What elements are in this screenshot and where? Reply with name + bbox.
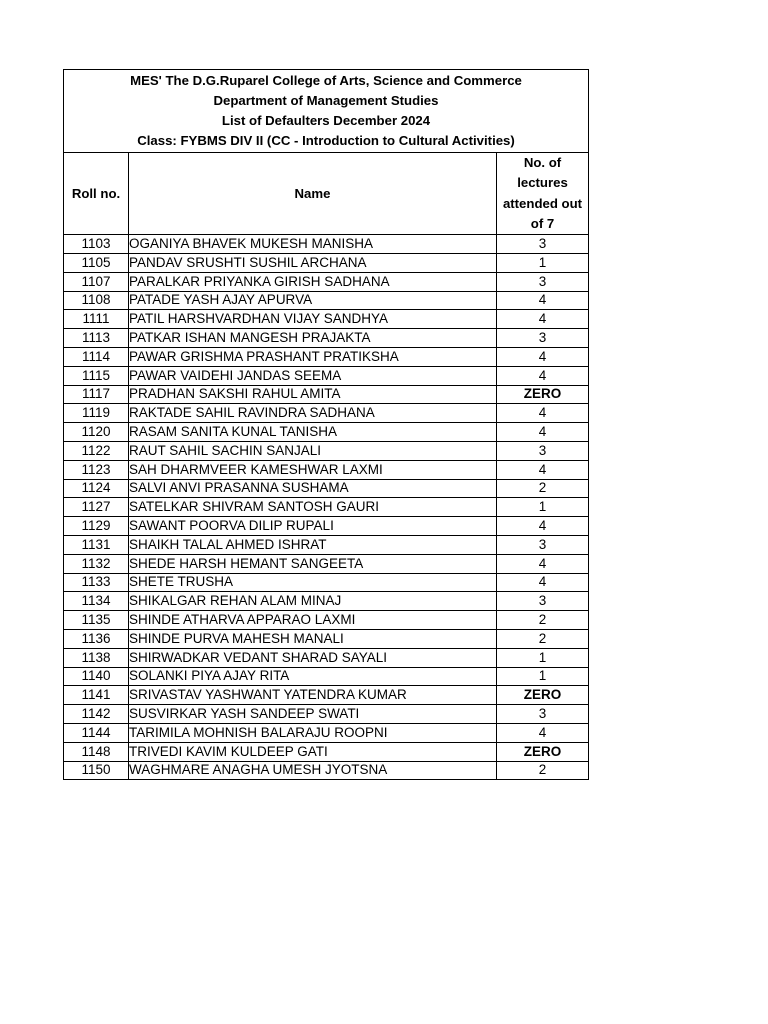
student-name-cell: SHINDE PURVA MAHESH MANALI <box>129 629 497 648</box>
student-name-cell: SAWANT POORVA DILIP RUPALI <box>129 517 497 536</box>
defaulters-table <box>63 69 589 780</box>
roll-number-cell: 1122 <box>64 441 129 460</box>
lectures-attended-cell: 4 <box>497 404 589 423</box>
lectures-attended-cell: 1 <box>497 498 589 517</box>
roll-number-cell: 1107 <box>64 272 129 291</box>
roll-number-cell: 1113 <box>64 329 129 348</box>
lectures-attended-cell: 4 <box>497 291 589 310</box>
student-name-cell: SHETE TRUSHA <box>129 573 497 592</box>
student-name-cell: PATIL HARSHVARDHAN VIJAY SANDHYA <box>129 310 497 329</box>
title-row <box>64 70 589 153</box>
roll-column-header: Roll no. <box>64 153 129 235</box>
lectures-attended-cell: 3 <box>497 592 589 611</box>
student-name-cell: RAKTADE SAHIL RAVINDRA SADHANA <box>129 404 497 423</box>
student-name-cell: PARALKAR PRIYANKA GIRISH SADHANA <box>129 272 497 291</box>
student-name-cell: RAUT SAHIL SACHIN SANJALI <box>129 441 497 460</box>
student-name-cell: RASAM SANITA KUNAL TANISHA <box>129 423 497 442</box>
lectures-attended-cell: 1 <box>497 253 589 272</box>
student-name-cell: SAH DHARMVEER KAMESHWAR LAXMI <box>129 460 497 479</box>
college-name: MES' The D.G.Ruparel College of Arts, Science and Commerce <box>130 72 522 88</box>
class-info: Class: FYBMS DIV II (CC - Introduction to Cultural Activities) <box>137 133 515 149</box>
student-name-cell: SHEDE HARSH HEMANT SANGEETA <box>129 554 497 573</box>
student-name-cell: TARIMILA MOHNISH BALARAJU ROOPNI <box>129 723 497 742</box>
roll-number-cell: 1144 <box>64 723 129 742</box>
lectures-attended-cell: 3 <box>497 329 589 348</box>
roll-number-cell: 1119 <box>64 404 129 423</box>
roll-number-cell: 1141 <box>64 686 129 705</box>
roll-number-cell: 1127 <box>64 498 129 517</box>
list-title: List of Defaulters December 2024 <box>221 113 431 128</box>
lectures-attended-cell: 1 <box>497 648 589 667</box>
table-row <box>64 253 589 272</box>
student-name-cell: SUSVIRKAR YASH SANDEEP SWATI <box>129 705 497 724</box>
roll-number-cell: 1132 <box>64 554 129 573</box>
lectures-attended-cell: 4 <box>497 310 589 329</box>
table-row <box>64 291 589 310</box>
lectures-attended-cell: 3 <box>497 705 589 724</box>
lectures-attended-cell: 1 <box>497 667 589 686</box>
roll-number-cell: 1131 <box>64 535 129 554</box>
table-row <box>64 517 589 536</box>
roll-number-cell: 1114 <box>64 347 129 366</box>
table-row <box>64 629 589 648</box>
document-title-block <box>64 70 589 153</box>
student-name-cell: SHIRWADKAR VEDANT SHARAD SAYALI <box>129 648 497 667</box>
lectures-attended-cell: 3 <box>497 535 589 554</box>
student-name-cell: SHIKALGAR REHAN ALAM MINAJ <box>129 592 497 611</box>
student-name-cell: PAWAR GRISHMA PRASHANT PRATIKSHA <box>129 347 497 366</box>
lectures-attended-cell: 2 <box>497 629 589 648</box>
lectures-header-line: No. of <box>523 155 562 170</box>
roll-number-cell: 1120 <box>64 423 129 442</box>
lectures-attended-cell: 4 <box>497 366 589 385</box>
student-name-cell: SRIVASTAV YASHWANT YATENDRA KUMAR <box>129 686 497 705</box>
lectures-attended-cell: 4 <box>497 347 589 366</box>
student-name-cell: SATELKAR SHIVRAM SANTOSH GAURI <box>129 498 497 517</box>
table-row <box>64 404 589 423</box>
table-row <box>64 648 589 667</box>
roll-number-cell: 1133 <box>64 573 129 592</box>
lectures-attended-cell: 4 <box>497 517 589 536</box>
lectures-attended-cell: 2 <box>497 611 589 630</box>
lectures-attended-cell: 4 <box>497 554 589 573</box>
column-header-row <box>64 153 589 235</box>
table-row <box>64 592 589 611</box>
student-name-cell: PRADHAN SAKSHI RAHUL AMITA <box>129 385 497 404</box>
table-row <box>64 441 589 460</box>
roll-number-cell: 1138 <box>64 648 129 667</box>
lectures-attended-cell: 4 <box>497 423 589 442</box>
table-row <box>64 329 589 348</box>
student-name-cell: SHAIKH TALAL AHMED ISHRAT <box>129 535 497 554</box>
student-name-cell: SOLANKI PIYA AJAY RITA <box>129 667 497 686</box>
lectures-attended-cell: ZERO <box>497 686 589 705</box>
roll-number-cell: 1129 <box>64 517 129 536</box>
student-name-cell: SHINDE ATHARVA APPARAO LAXMI <box>129 611 497 630</box>
lectures-header-line: attended out <box>502 195 583 211</box>
lectures-attended-cell: 3 <box>497 441 589 460</box>
student-name-cell: PATADE YASH AJAY APURVA <box>129 291 497 310</box>
roll-number-cell: 1111 <box>64 310 129 329</box>
table-row <box>64 385 589 404</box>
table-row <box>64 535 589 554</box>
roll-number-cell: 1135 <box>64 611 129 630</box>
lectures-attended-cell: 4 <box>497 573 589 592</box>
student-name-cell: SALVI ANVI PRASANNA SUSHAMA <box>129 479 497 498</box>
lectures-attended-cell: 2 <box>497 761 589 780</box>
student-name-cell: PATKAR ISHAN MANGESH PRAJAKTA <box>129 329 497 348</box>
table-row <box>64 460 589 479</box>
student-name-cell: PAWAR VAIDEHI JANDAS SEEMA <box>129 366 497 385</box>
roll-number-cell: 1150 <box>64 761 129 780</box>
roll-number-cell: 1134 <box>64 592 129 611</box>
department-name: Department of Management Studies <box>213 92 439 108</box>
roll-number-cell: 1136 <box>64 629 129 648</box>
lectures-attended-cell: 3 <box>497 272 589 291</box>
table-row <box>64 347 589 366</box>
roll-number-cell: 1142 <box>64 705 129 724</box>
lectures-attended-cell: ZERO <box>497 385 589 404</box>
table-row <box>64 742 589 761</box>
table-row <box>64 366 589 385</box>
roll-number-cell: 1108 <box>64 291 129 310</box>
table-row <box>64 667 589 686</box>
table-row <box>64 573 589 592</box>
lectures-attended-cell: 4 <box>497 723 589 742</box>
lectures-header-line: lectures <box>517 175 568 191</box>
lectures-header-line: of 7 <box>530 215 555 231</box>
roll-number-cell: 1123 <box>64 460 129 479</box>
lectures-column-header <box>497 153 589 235</box>
table-row <box>64 761 589 780</box>
table-row <box>64 235 589 254</box>
table-row <box>64 554 589 573</box>
table-row <box>64 272 589 291</box>
table-row <box>64 498 589 517</box>
table-row <box>64 705 589 724</box>
roll-number-cell: 1117 <box>64 385 129 404</box>
table-row <box>64 686 589 705</box>
lectures-attended-cell: ZERO <box>497 742 589 761</box>
table-row <box>64 310 589 329</box>
roll-number-cell: 1124 <box>64 479 129 498</box>
roll-number-cell: 1103 <box>64 235 129 254</box>
student-name-cell: WAGHMARE ANAGHA UMESH JYOTSNA <box>129 761 497 780</box>
roll-number-cell: 1140 <box>64 667 129 686</box>
lectures-attended-cell: 2 <box>497 479 589 498</box>
table-row <box>64 479 589 498</box>
table-row <box>64 611 589 630</box>
lectures-attended-cell: 3 <box>497 235 589 254</box>
lectures-attended-cell: 4 <box>497 460 589 479</box>
roll-number-cell: 1115 <box>64 366 129 385</box>
student-name-cell: OGANIYA BHAVEK MUKESH MANISHA <box>129 235 497 254</box>
student-name-cell: PANDAV SRUSHTI SUSHIL ARCHANA <box>129 253 497 272</box>
table-row <box>64 423 589 442</box>
table-body <box>64 235 589 780</box>
name-column-header: Name <box>129 153 497 235</box>
student-name-cell: TRIVEDI KAVIM KULDEEP GATI <box>129 742 497 761</box>
roll-number-cell: 1148 <box>64 742 129 761</box>
table-row <box>64 723 589 742</box>
roll-number-cell: 1105 <box>64 253 129 272</box>
